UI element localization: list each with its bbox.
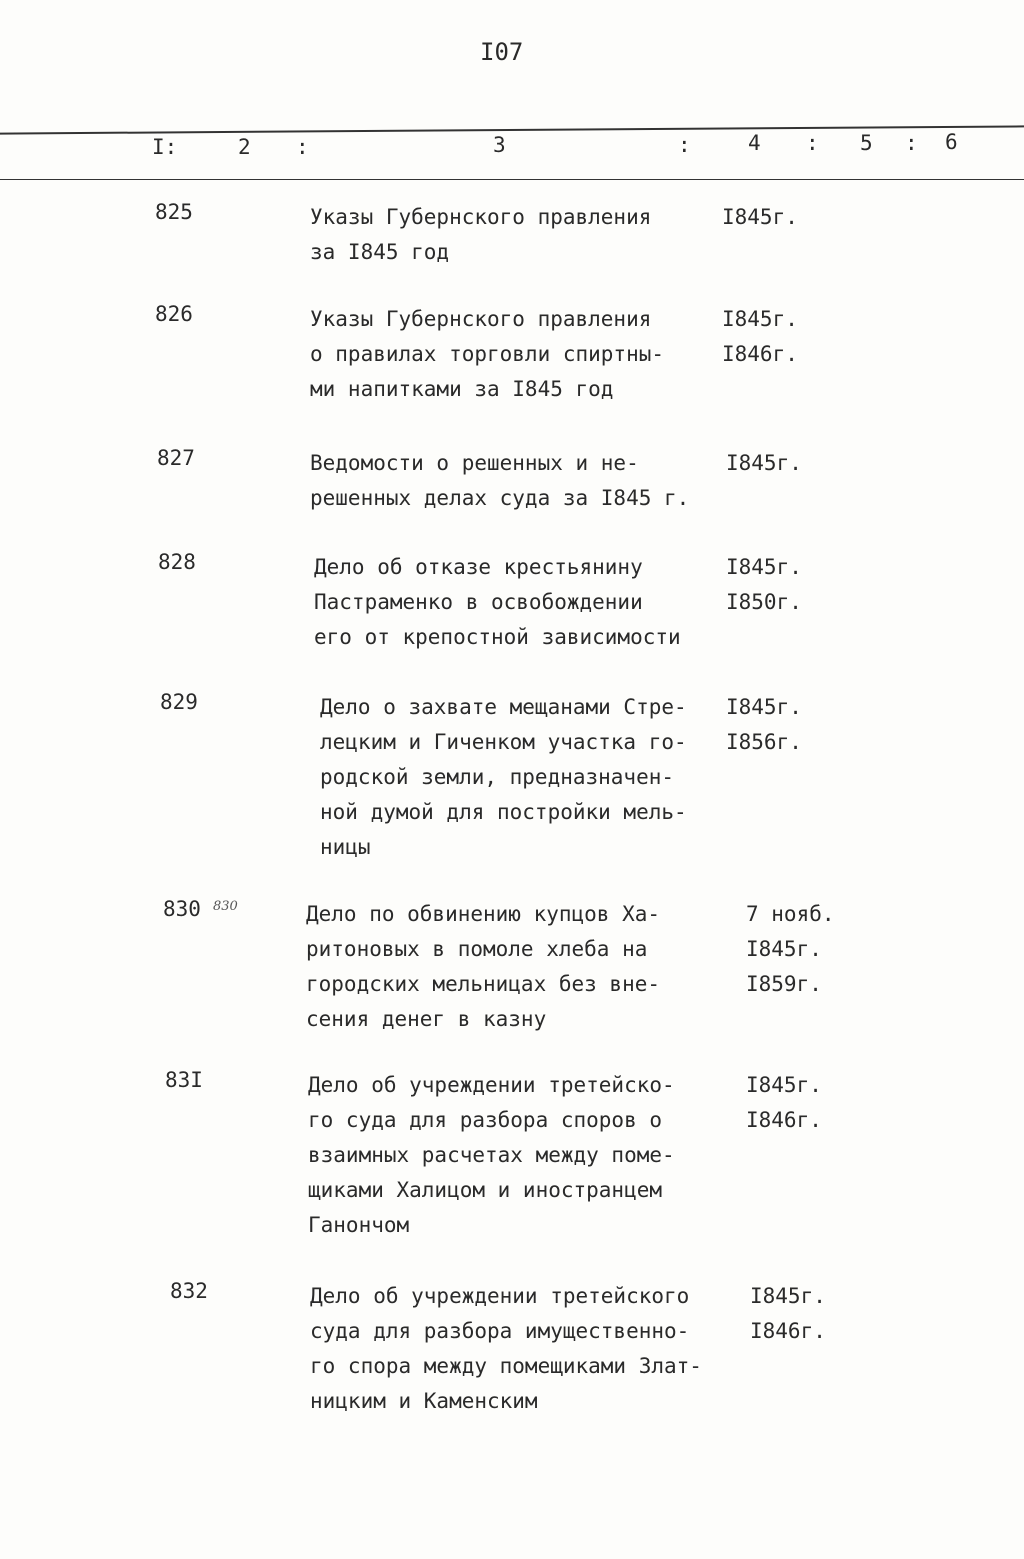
description-line: ницким и Каменским	[310, 1389, 538, 1413]
header-col-6: 6	[945, 130, 958, 154]
entry-dates	[722, 302, 798, 372]
description-line: Указы Губернского правления	[310, 205, 652, 229]
entry-number: 829	[160, 690, 198, 714]
description-line: ной думой для постройки мель-	[320, 800, 687, 824]
date-line: I845г.	[726, 451, 802, 475]
entry-dates	[746, 1068, 822, 1138]
date-line: I859г.	[746, 972, 822, 996]
header-col-2: 2	[238, 135, 251, 159]
description-line: за I845 год	[310, 240, 450, 264]
date-line: I845г.	[722, 205, 798, 229]
date-line: I846г.	[746, 1108, 822, 1132]
description-line: Дело о захвате мещанами Стре-	[320, 695, 687, 719]
handwritten-note: 830	[213, 899, 238, 914]
date-line: I846г.	[722, 342, 798, 366]
entry-number: 830	[163, 897, 201, 921]
description-line: Дело об учреждении третейско-	[308, 1073, 675, 1097]
description-line: о правилах торговли спиртны-	[310, 342, 665, 366]
description-line: Ганончом	[308, 1213, 410, 1237]
date-line: I845г.	[726, 695, 802, 719]
description-line: Ведомости о решенных и не-	[310, 451, 639, 475]
description-line: ницы	[320, 835, 371, 859]
entry-description	[308, 1068, 675, 1243]
date-line: I856г.	[726, 730, 802, 754]
entry-description	[320, 690, 687, 865]
entry-dates	[746, 897, 835, 1002]
date-line: I845г.	[722, 307, 798, 331]
entry-dates	[722, 200, 798, 235]
header-col-1: I:	[152, 135, 178, 159]
page-number: I07	[480, 38, 524, 66]
date-line: I845г.	[746, 1073, 822, 1097]
entry-description	[310, 200, 651, 270]
header-col-4: 4	[748, 131, 761, 155]
date-line: 7 нояб.	[746, 902, 835, 926]
description-line: ми напитками за I845 год	[310, 377, 614, 401]
entry-number: 826	[155, 302, 193, 326]
entry-number: 83I	[165, 1068, 203, 1092]
description-line: лецким и Гиченком участка го-	[320, 730, 687, 754]
date-line: I846г.	[750, 1319, 826, 1343]
description-line: Дело об отказе крестьянину	[314, 555, 643, 579]
entry-dates	[726, 550, 802, 620]
description-line: го суда для разбора споров о	[308, 1108, 663, 1132]
description-line: суда для разбора имущественно-	[310, 1319, 690, 1343]
description-line: щиками Халицом и иностранцем	[308, 1178, 663, 1202]
date-line: I845г.	[750, 1284, 826, 1308]
date-line: I845г.	[726, 555, 802, 579]
entry-description	[310, 1279, 702, 1419]
description-line: решенных делах суда за I845 г.	[310, 486, 690, 510]
description-line: Дело об учреждении третейского	[310, 1284, 690, 1308]
entry-number: 827	[157, 446, 195, 470]
header-col-5: 5	[860, 131, 873, 155]
description-line: ритоновых в помоле хлеба на	[306, 937, 648, 961]
description-line: Пастраменко в освобождении	[314, 590, 643, 614]
entry-description	[310, 446, 689, 516]
entry-number: 828	[158, 550, 196, 574]
header-separator: :	[296, 135, 309, 159]
description-line: родской земли, предназначен-	[320, 765, 675, 789]
entry-description	[314, 550, 681, 655]
entry-dates	[726, 446, 802, 481]
header-col-3: 3	[493, 133, 506, 157]
entry-number: 832	[170, 1279, 208, 1303]
header-separator: :	[806, 131, 819, 155]
entry-dates	[750, 1279, 826, 1349]
description-line: го спора между помещиками Злат-	[310, 1354, 702, 1378]
entry-description	[310, 302, 664, 407]
date-line: I850г.	[726, 590, 802, 614]
description-line: сения денег в казну	[306, 1007, 547, 1031]
entry-dates	[726, 690, 802, 760]
header-bottom-rule	[0, 179, 1024, 180]
description-line: взаимных расчетах между поме-	[308, 1143, 675, 1167]
header-separator: :	[905, 131, 918, 155]
description-line: его от крепостной зависимости	[314, 625, 681, 649]
entry-description	[306, 897, 660, 1037]
description-line: Дело по обвинению купцов Ха-	[306, 902, 661, 926]
header-separator: :	[678, 133, 691, 157]
entry-number: 825	[155, 200, 193, 224]
description-line: городских мельницах без вне-	[306, 972, 661, 996]
description-line: Указы Губернского правления	[310, 307, 652, 331]
date-line: I845г.	[746, 937, 822, 961]
